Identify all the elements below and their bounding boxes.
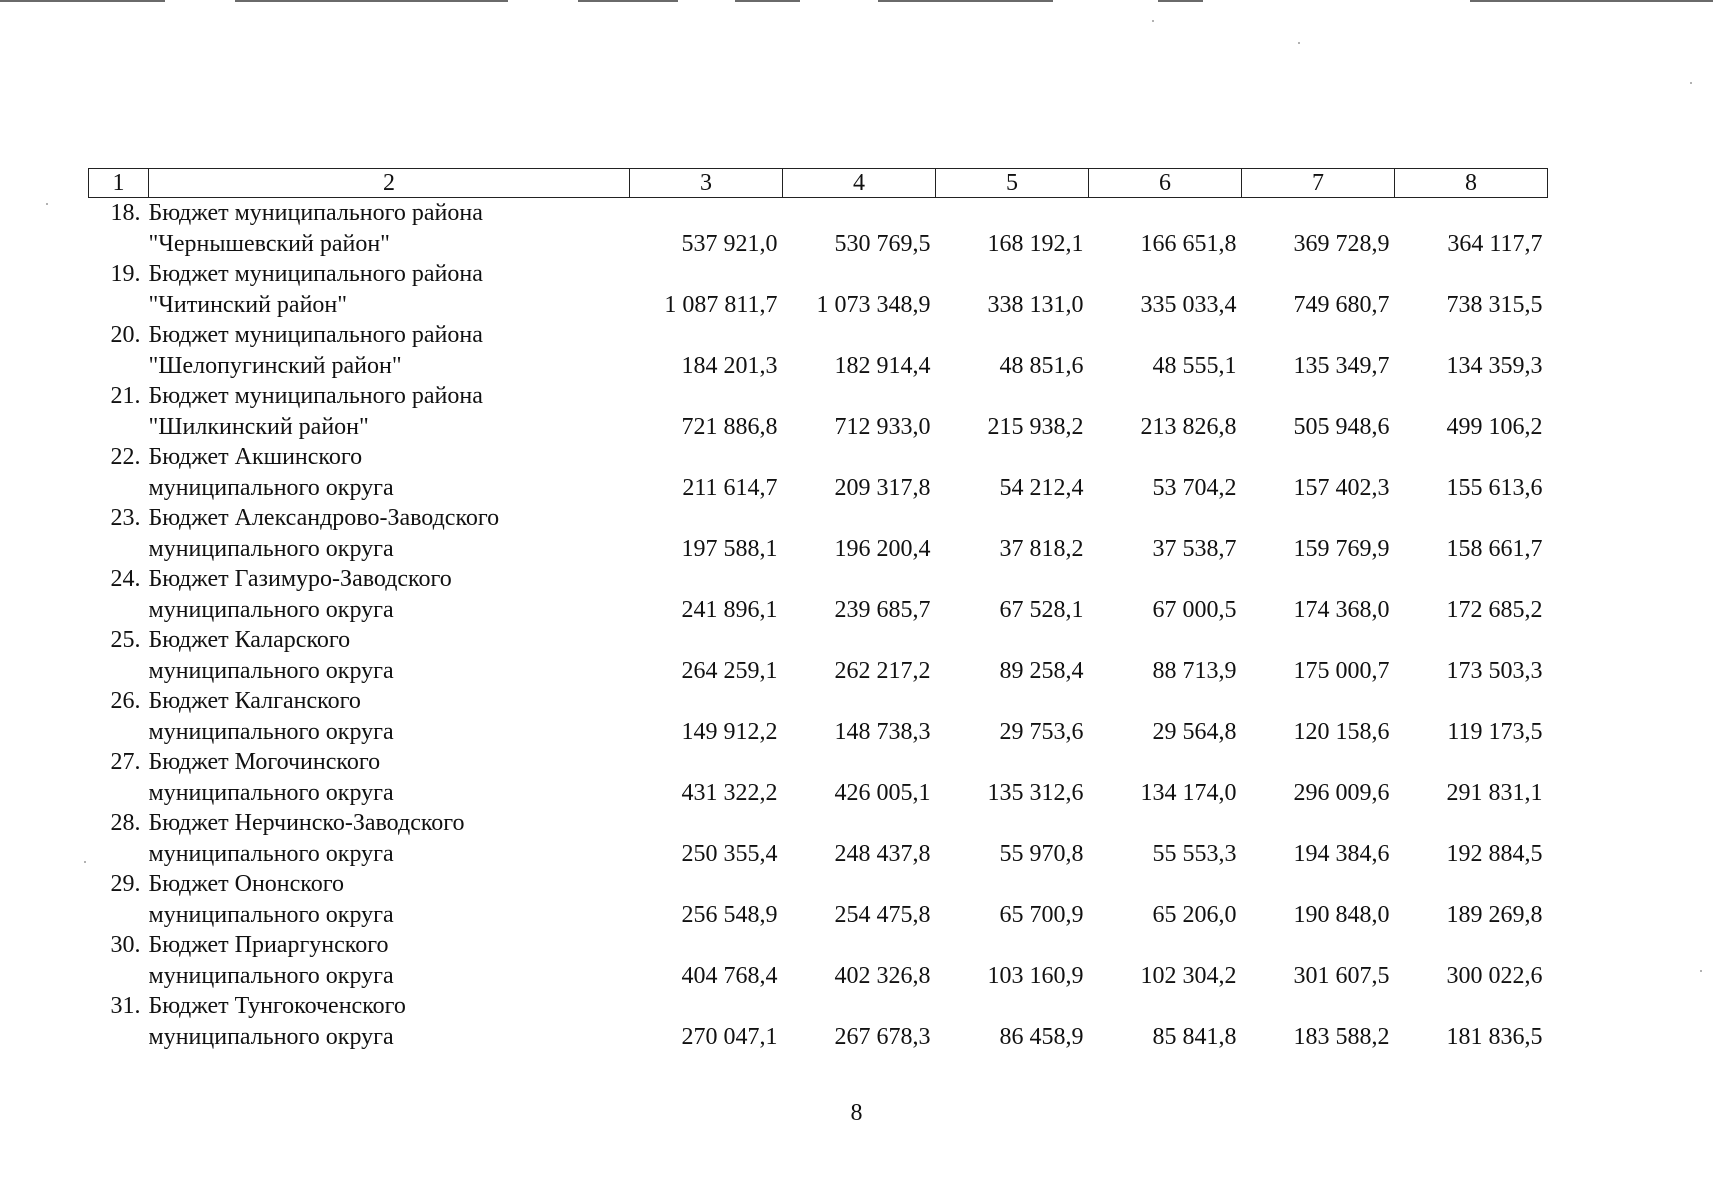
value-cell-col7: 183 588,2: [1293, 1023, 1390, 1050]
value-cell-col5: 55 970,8: [999, 840, 1084, 867]
empty-cell: [1089, 503, 1242, 534]
empty-cell: [1089, 808, 1242, 839]
value-cell-col7: 301 607,5: [1293, 962, 1390, 989]
empty-cell: [630, 381, 783, 412]
row-number: 26.: [110, 688, 141, 714]
column-header-5: 5: [936, 169, 1089, 198]
empty-cell: [1242, 930, 1395, 961]
scan-line: [1158, 0, 1203, 2]
empty-cell: [1242, 991, 1395, 1022]
table-row-values: [89, 900, 1548, 931]
column-header-6: 6: [1089, 169, 1242, 198]
empty-cell: [89, 778, 149, 809]
row-number: 24.: [110, 566, 141, 592]
value-cell-col3: 256 548,9: [681, 901, 778, 928]
value-cell-col7: 174 368,0: [1293, 596, 1390, 623]
column-header-8: 8: [1395, 169, 1548, 198]
column-header-4: 4: [783, 169, 936, 198]
empty-cell: [630, 564, 783, 595]
table-row-values: [89, 412, 1548, 443]
budget-name-line2: "Чернышевский район": [148, 230, 390, 257]
empty-cell: [1242, 747, 1395, 778]
value-cell-col8: 172 685,2: [1446, 596, 1543, 623]
empty-cell: [936, 869, 1089, 900]
value-cell-col7: 749 680,7: [1293, 291, 1390, 318]
empty-cell: [89, 229, 149, 260]
table-row-values: [89, 351, 1548, 382]
scan-line: [735, 0, 800, 2]
value-cell-col5: 135 312,6: [987, 779, 1084, 806]
empty-cell: [89, 412, 149, 443]
value-cell-col3: 721 886,8: [681, 413, 778, 440]
budget-name-line2: муниципального округа: [148, 779, 394, 806]
empty-cell: [1395, 747, 1548, 778]
empty-cell: [783, 198, 936, 229]
empty-cell: [1395, 808, 1548, 839]
empty-cell: [630, 259, 783, 290]
scan-speck: [46, 203, 48, 205]
empty-cell: [1089, 930, 1242, 961]
empty-cell: [1089, 625, 1242, 656]
value-cell-col6: 48 555,1: [1152, 352, 1237, 379]
table-row-values: [89, 290, 1548, 321]
empty-cell: [936, 503, 1089, 534]
empty-cell: [89, 351, 149, 382]
budget-name-line1: Бюджет Александрово-Заводского: [148, 505, 500, 531]
value-cell-col4: 402 326,8: [834, 962, 931, 989]
table-row-values: [89, 778, 1548, 809]
budget-name-line2: "Шилкинский район": [148, 413, 369, 440]
empty-cell: [630, 503, 783, 534]
empty-cell: [936, 625, 1089, 656]
empty-cell: [1395, 259, 1548, 290]
empty-cell: [89, 473, 149, 504]
value-cell-col8: 119 173,5: [1447, 718, 1543, 745]
value-cell-col3: 197 588,1: [681, 535, 778, 562]
empty-cell: [1242, 503, 1395, 534]
value-cell-col5: 86 458,9: [999, 1023, 1084, 1050]
value-cell-col5: 215 938,2: [987, 413, 1084, 440]
value-cell-col6: 85 841,8: [1152, 1023, 1237, 1050]
empty-cell: [1395, 869, 1548, 900]
table-row-values: [89, 595, 1548, 626]
value-cell-col5: 103 160,9: [987, 962, 1084, 989]
budget-name-line2: муниципального округа: [148, 901, 394, 928]
row-number: 30.: [110, 932, 141, 958]
empty-cell: [783, 259, 936, 290]
empty-cell: [936, 686, 1089, 717]
value-cell-col3: 404 768,4: [681, 962, 778, 989]
empty-cell: [630, 442, 783, 473]
value-cell-col7: 175 000,7: [1293, 657, 1390, 684]
empty-cell: [1242, 625, 1395, 656]
empty-cell: [1395, 442, 1548, 473]
scan-speck: [1152, 20, 1154, 22]
empty-cell: [1395, 381, 1548, 412]
empty-cell: [1089, 991, 1242, 1022]
empty-cell: [1242, 381, 1395, 412]
value-cell-col8: 738 315,5: [1446, 291, 1543, 318]
table-row: [89, 625, 1548, 656]
empty-cell: [936, 808, 1089, 839]
row-number: 20.: [110, 322, 141, 348]
value-cell-col8: 291 831,1: [1446, 779, 1543, 806]
value-cell-col3: 241 896,1: [681, 596, 778, 623]
value-cell-col3: 149 912,2: [681, 718, 778, 745]
empty-cell: [1242, 564, 1395, 595]
table-row: [89, 381, 1548, 412]
table-row: [89, 808, 1548, 839]
empty-cell: [1395, 625, 1548, 656]
value-cell-col7: 505 948,6: [1293, 413, 1390, 440]
value-cell-col8: 158 661,7: [1446, 535, 1543, 562]
value-cell-col4: 254 475,8: [834, 901, 931, 928]
value-cell-col7: 120 158,6: [1293, 718, 1390, 745]
empty-cell: [630, 930, 783, 961]
empty-cell: [783, 320, 936, 351]
empty-cell: [783, 442, 936, 473]
scan-speck: [1298, 42, 1300, 44]
value-cell-col5: 48 851,6: [999, 352, 1084, 379]
empty-cell: [783, 991, 936, 1022]
value-cell-col4: 182 914,4: [834, 352, 931, 379]
budget-name-line2: муниципального округа: [148, 596, 394, 623]
table-row-values: [89, 534, 1548, 565]
value-cell-col6: 37 538,7: [1152, 535, 1237, 562]
row-number: 21.: [110, 383, 141, 409]
value-cell-col5: 29 753,6: [999, 718, 1084, 745]
value-cell-col6: 65 206,0: [1152, 901, 1237, 928]
empty-cell: [630, 686, 783, 717]
table-row-values: [89, 839, 1548, 870]
row-number: 19.: [110, 261, 141, 287]
value-cell-col5: 338 131,0: [987, 291, 1084, 318]
table-row: [89, 503, 1548, 534]
scan-line: [235, 0, 435, 2]
empty-cell: [783, 930, 936, 961]
empty-cell: [89, 656, 149, 687]
row-number: 27.: [110, 749, 141, 775]
empty-cell: [1395, 930, 1548, 961]
empty-cell: [1395, 686, 1548, 717]
value-cell-col3: 537 921,0: [681, 230, 778, 257]
empty-cell: [1395, 198, 1548, 229]
empty-cell: [783, 808, 936, 839]
table-row: [89, 442, 1548, 473]
value-cell-col5: 37 818,2: [999, 535, 1084, 562]
empty-cell: [630, 625, 783, 656]
value-cell-col3: 270 047,1: [681, 1023, 778, 1050]
scan-speck: [1690, 82, 1692, 84]
budget-name-line2: муниципального округа: [148, 840, 394, 867]
value-cell-col4: 530 769,5: [834, 230, 931, 257]
row-number: 29.: [110, 871, 141, 897]
value-cell-col7: 296 009,6: [1293, 779, 1390, 806]
empty-cell: [1089, 198, 1242, 229]
empty-cell: [1395, 320, 1548, 351]
table-row: [89, 747, 1548, 778]
scan-speck: [84, 861, 86, 863]
empty-cell: [1395, 991, 1548, 1022]
empty-cell: [936, 259, 1089, 290]
empty-cell: [89, 717, 149, 748]
budget-name-line1: Бюджет муниципального района: [148, 383, 483, 409]
empty-cell: [783, 686, 936, 717]
empty-cell: [1089, 869, 1242, 900]
budget-name-line1: Бюджет Газимуро-Заводского: [148, 566, 452, 592]
value-cell-col3: 264 259,1: [681, 657, 778, 684]
empty-cell: [1089, 320, 1242, 351]
empty-cell: [1242, 320, 1395, 351]
value-cell-col4: 426 005,1: [834, 779, 931, 806]
value-cell-col5: 67 528,1: [999, 596, 1084, 623]
empty-cell: [936, 747, 1089, 778]
empty-cell: [1089, 442, 1242, 473]
empty-cell: [1395, 564, 1548, 595]
value-cell-col5: 65 700,9: [999, 901, 1084, 928]
budget-name-line2: муниципального округа: [148, 1023, 394, 1050]
empty-cell: [783, 381, 936, 412]
value-cell-col5: 54 212,4: [999, 474, 1084, 501]
value-cell-col7: 194 384,6: [1293, 840, 1390, 867]
budget-name-line1: Бюджет муниципального района: [148, 200, 483, 226]
value-cell-col6: 166 651,8: [1140, 230, 1237, 257]
empty-cell: [630, 747, 783, 778]
value-cell-col7: 190 848,0: [1293, 901, 1390, 928]
budget-name-line1: Бюджет Ононского: [148, 871, 344, 897]
budget-table: [88, 168, 1548, 1052]
budget-name-line2: муниципального округа: [148, 962, 394, 989]
value-cell-col4: 262 217,2: [834, 657, 931, 684]
scan-line: [1470, 0, 1713, 2]
table-row: [89, 259, 1548, 290]
empty-cell: [783, 503, 936, 534]
empty-cell: [1242, 198, 1395, 229]
table-row-values: [89, 473, 1548, 504]
empty-cell: [936, 564, 1089, 595]
value-cell-col7: 369 728,9: [1293, 230, 1390, 257]
header-row: [89, 169, 1548, 198]
value-cell-col6: 213 826,8: [1140, 413, 1237, 440]
empty-cell: [936, 442, 1089, 473]
table-header: [89, 169, 1548, 198]
empty-cell: [1242, 259, 1395, 290]
scan-line: [428, 0, 508, 2]
value-cell-col7: 159 769,9: [1293, 535, 1390, 562]
empty-cell: [936, 991, 1089, 1022]
value-cell-col8: 364 117,7: [1447, 230, 1543, 257]
table-body: [89, 198, 1548, 1053]
value-cell-col4: 267 678,3: [834, 1023, 931, 1050]
empty-cell: [936, 930, 1089, 961]
table-row: [89, 198, 1548, 229]
value-cell-col6: 67 000,5: [1152, 596, 1237, 623]
budget-name-line1: Бюджет муниципального района: [148, 322, 483, 348]
empty-cell: [630, 869, 783, 900]
value-cell-col8: 173 503,3: [1446, 657, 1543, 684]
empty-cell: [1089, 747, 1242, 778]
budget-name-line1: Бюджет Акшинского: [148, 444, 363, 470]
empty-cell: [630, 991, 783, 1022]
value-cell-col7: 135 349,7: [1293, 352, 1390, 379]
empty-cell: [89, 1022, 149, 1053]
budget-name-line2: муниципального округа: [148, 657, 394, 684]
row-number: 18.: [110, 200, 141, 226]
value-cell-col6: 102 304,2: [1140, 962, 1237, 989]
value-cell-col4: 148 738,3: [834, 718, 931, 745]
value-cell-col5: 168 192,1: [987, 230, 1084, 257]
scan-line: [578, 0, 678, 2]
empty-cell: [783, 564, 936, 595]
budget-name-line2: муниципального округа: [148, 718, 394, 745]
budget-name-line1: Бюджет муниципального района: [148, 261, 483, 287]
value-cell-col3: 250 355,4: [681, 840, 778, 867]
value-cell-col8: 300 022,6: [1446, 962, 1543, 989]
empty-cell: [89, 290, 149, 321]
table-row: [89, 564, 1548, 595]
empty-cell: [89, 595, 149, 626]
column-header-1: 1: [89, 169, 149, 198]
value-cell-col4: 239 685,7: [834, 596, 931, 623]
empty-cell: [1089, 686, 1242, 717]
row-number: 28.: [110, 810, 141, 836]
budget-name-line1: Бюджет Калганского: [148, 688, 361, 714]
empty-cell: [783, 869, 936, 900]
empty-cell: [783, 747, 936, 778]
table-row-values: [89, 656, 1548, 687]
empty-cell: [630, 320, 783, 351]
value-cell-col5: 89 258,4: [999, 657, 1084, 684]
table-row: [89, 869, 1548, 900]
column-header-2: 2: [149, 169, 630, 198]
value-cell-col4: 248 437,8: [834, 840, 931, 867]
table-row: [89, 320, 1548, 351]
table-row-values: [89, 229, 1548, 260]
empty-cell: [89, 839, 149, 870]
value-cell-col6: 53 704,2: [1152, 474, 1237, 501]
budget-name-line1: Бюджет Тунгокоченского: [148, 993, 406, 1019]
budget-name-line2: "Читинский район": [148, 291, 348, 318]
value-cell-col8: 134 359,3: [1446, 352, 1543, 379]
value-cell-col3: 184 201,3: [681, 352, 778, 379]
empty-cell: [630, 808, 783, 839]
value-cell-col8: 499 106,2: [1446, 413, 1543, 440]
budget-name-line2: "Шелопугинский район": [148, 352, 402, 379]
scan-line: [0, 0, 165, 2]
empty-cell: [936, 198, 1089, 229]
empty-cell: [1089, 381, 1242, 412]
row-number: 22.: [110, 444, 141, 470]
empty-cell: [1242, 808, 1395, 839]
value-cell-col8: 189 269,8: [1446, 901, 1543, 928]
row-number: 23.: [110, 505, 141, 531]
table-row-values: [89, 1022, 1548, 1053]
value-cell-col8: 155 613,6: [1446, 474, 1543, 501]
budget-name-line1: Бюджет Нерчинско-Заводского: [148, 810, 465, 836]
value-cell-col3: 1 087 811,7: [664, 291, 778, 318]
scan-speck: [1700, 970, 1702, 972]
value-cell-col7: 157 402,3: [1293, 474, 1390, 501]
empty-cell: [1242, 686, 1395, 717]
column-header-3: 3: [630, 169, 783, 198]
budget-name-line1: Бюджет Каларского: [148, 627, 351, 653]
empty-cell: [936, 381, 1089, 412]
table-row: [89, 686, 1548, 717]
table-row: [89, 930, 1548, 961]
value-cell-col3: 431 322,2: [681, 779, 778, 806]
table-row-values: [89, 961, 1548, 992]
scan-line: [878, 0, 1053, 2]
empty-cell: [630, 198, 783, 229]
page-number: 8: [850, 1100, 863, 1126]
table-row: [89, 991, 1548, 1022]
value-cell-col4: 712 933,0: [834, 413, 931, 440]
empty-cell: [1395, 503, 1548, 534]
empty-cell: [1242, 869, 1395, 900]
value-cell-col6: 335 033,4: [1140, 291, 1237, 318]
table-row-values: [89, 717, 1548, 748]
empty-cell: [89, 900, 149, 931]
empty-cell: [1242, 442, 1395, 473]
value-cell-col4: 1 073 348,9: [816, 291, 931, 318]
budget-name-line1: Бюджет Могочинского: [148, 749, 381, 775]
empty-cell: [1089, 564, 1242, 595]
budget-name-line2: муниципального округа: [148, 474, 394, 501]
value-cell-col8: 192 884,5: [1446, 840, 1543, 867]
value-cell-col3: 211 614,7: [682, 474, 778, 501]
empty-cell: [936, 320, 1089, 351]
empty-cell: [783, 625, 936, 656]
value-cell-col8: 181 836,5: [1446, 1023, 1543, 1050]
value-cell-col4: 196 200,4: [834, 535, 931, 562]
row-number: 25.: [110, 627, 141, 653]
value-cell-col6: 134 174,0: [1140, 779, 1237, 806]
value-cell-col6: 29 564,8: [1152, 718, 1237, 745]
value-cell-col6: 55 553,3: [1152, 840, 1237, 867]
value-cell-col4: 209 317,8: [834, 474, 931, 501]
row-number: 31.: [110, 993, 141, 1019]
column-header-7: 7: [1242, 169, 1395, 198]
value-cell-col6: 88 713,9: [1152, 657, 1237, 684]
empty-cell: [89, 961, 149, 992]
budget-name-line1: Бюджет Приаргунского: [148, 932, 389, 958]
budget-name-line2: муниципального округа: [148, 535, 394, 562]
empty-cell: [1089, 259, 1242, 290]
empty-cell: [89, 534, 149, 565]
